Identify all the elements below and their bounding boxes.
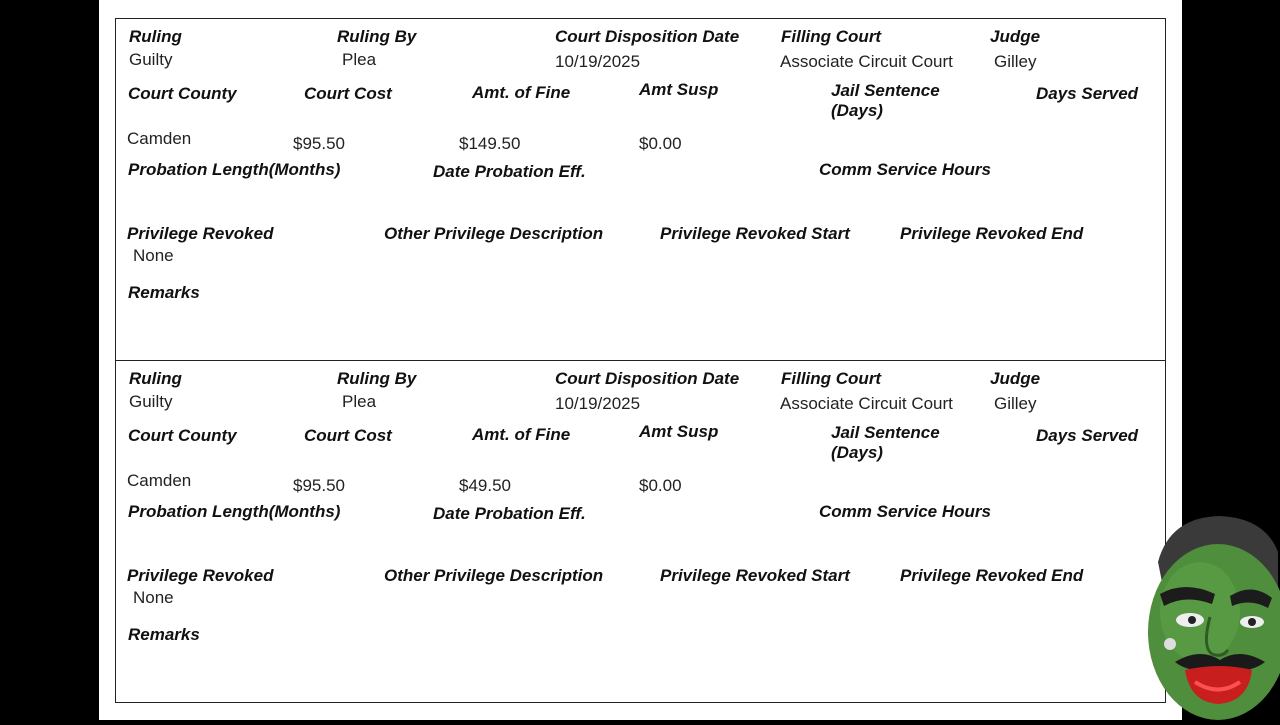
value-disposition-date: 10/19/2025 bbox=[555, 394, 641, 413]
label-comm-service: Comm Service Hours bbox=[819, 502, 991, 521]
label-probation-eff: Date Probation Eff. bbox=[433, 504, 586, 523]
value-ruling: Guilty bbox=[129, 392, 173, 411]
value-amt-susp: $0.00 bbox=[639, 476, 682, 495]
label-privilege-revoked: Privilege Revoked bbox=[127, 224, 274, 243]
value-court-cost: $95.50 bbox=[293, 134, 345, 153]
value-filing-court: Associate Circuit Court bbox=[780, 52, 953, 71]
label-remarks: Remarks bbox=[128, 283, 200, 302]
label-court-cost: Court Cost bbox=[304, 84, 392, 103]
label-remarks: Remarks bbox=[128, 625, 200, 644]
label-ruling-by: Ruling By bbox=[337, 369, 417, 388]
label-probation-length: Probation Length(Months) bbox=[128, 160, 341, 179]
label-jail-sentence: Jail Sentence bbox=[831, 81, 940, 100]
label-fine: Amt. of Fine bbox=[472, 83, 571, 102]
label-jail-days: (Days) bbox=[831, 101, 883, 120]
label-ruling-by: Ruling By bbox=[337, 27, 417, 46]
disposition-record-1 bbox=[115, 18, 1166, 361]
value-amt-susp: $0.00 bbox=[639, 134, 682, 153]
label-amt-susp: Amt Susp bbox=[639, 422, 719, 441]
value-ruling-by: Plea bbox=[342, 392, 377, 411]
value-fine: $49.50 bbox=[459, 476, 511, 495]
label-privilege-revoked: Privilege Revoked bbox=[127, 566, 274, 585]
label-privilege-start: Privilege Revoked Start bbox=[660, 566, 850, 585]
value-privilege-revoked: None bbox=[133, 588, 174, 607]
label-other-privilege: Other Privilege Description bbox=[384, 566, 604, 585]
label-judge: Judge bbox=[990, 369, 1041, 388]
label-ruling: Ruling bbox=[129, 27, 182, 46]
label-disposition-date: Court Disposition Date bbox=[555, 369, 740, 388]
value-court-cost: $95.50 bbox=[293, 476, 345, 495]
label-privilege-end: Privilege Revoked End bbox=[900, 224, 1084, 243]
label-amt-susp: Amt Susp bbox=[639, 80, 719, 99]
label-other-privilege: Other Privilege Description bbox=[384, 224, 604, 243]
label-ruling: Ruling bbox=[129, 369, 182, 388]
label-probation-eff: Date Probation Eff. bbox=[433, 162, 586, 181]
label-filing-court: Filling Court bbox=[781, 369, 882, 388]
label-comm-service: Comm Service Hours bbox=[819, 160, 991, 179]
label-judge: Judge bbox=[990, 27, 1041, 46]
label-privilege-start: Privilege Revoked Start bbox=[660, 224, 850, 243]
value-county: Camden bbox=[127, 471, 192, 490]
streamer-avatar-icon bbox=[1140, 512, 1280, 720]
label-jail-sentence: Jail Sentence bbox=[831, 423, 940, 442]
disposition-record-2 bbox=[115, 360, 1166, 703]
label-fine: Amt. of Fine bbox=[472, 425, 571, 444]
label-days-served: Days Served bbox=[1036, 426, 1139, 445]
label-county: Court County bbox=[128, 84, 237, 103]
label-filing-court: Filling Court bbox=[781, 27, 882, 46]
value-fine: $149.50 bbox=[459, 134, 521, 153]
value-disposition-date: 10/19/2025 bbox=[555, 52, 641, 71]
label-disposition-date: Court Disposition Date bbox=[555, 27, 740, 46]
value-filing-court: Associate Circuit Court bbox=[780, 394, 953, 413]
value-privilege-revoked: None bbox=[133, 246, 174, 265]
label-probation-length: Probation Length(Months) bbox=[128, 502, 341, 521]
label-county: Court County bbox=[128, 426, 237, 445]
label-privilege-end: Privilege Revoked End bbox=[900, 566, 1084, 585]
value-ruling-by: Plea bbox=[342, 50, 377, 69]
value-ruling: Guilty bbox=[129, 50, 173, 69]
label-days-served: Days Served bbox=[1036, 84, 1139, 103]
value-judge: Gilley bbox=[994, 52, 1037, 71]
value-judge: Gilley bbox=[994, 394, 1037, 413]
value-county: Camden bbox=[127, 129, 192, 148]
label-jail-days: (Days) bbox=[831, 443, 883, 462]
label-court-cost: Court Cost bbox=[304, 426, 392, 445]
